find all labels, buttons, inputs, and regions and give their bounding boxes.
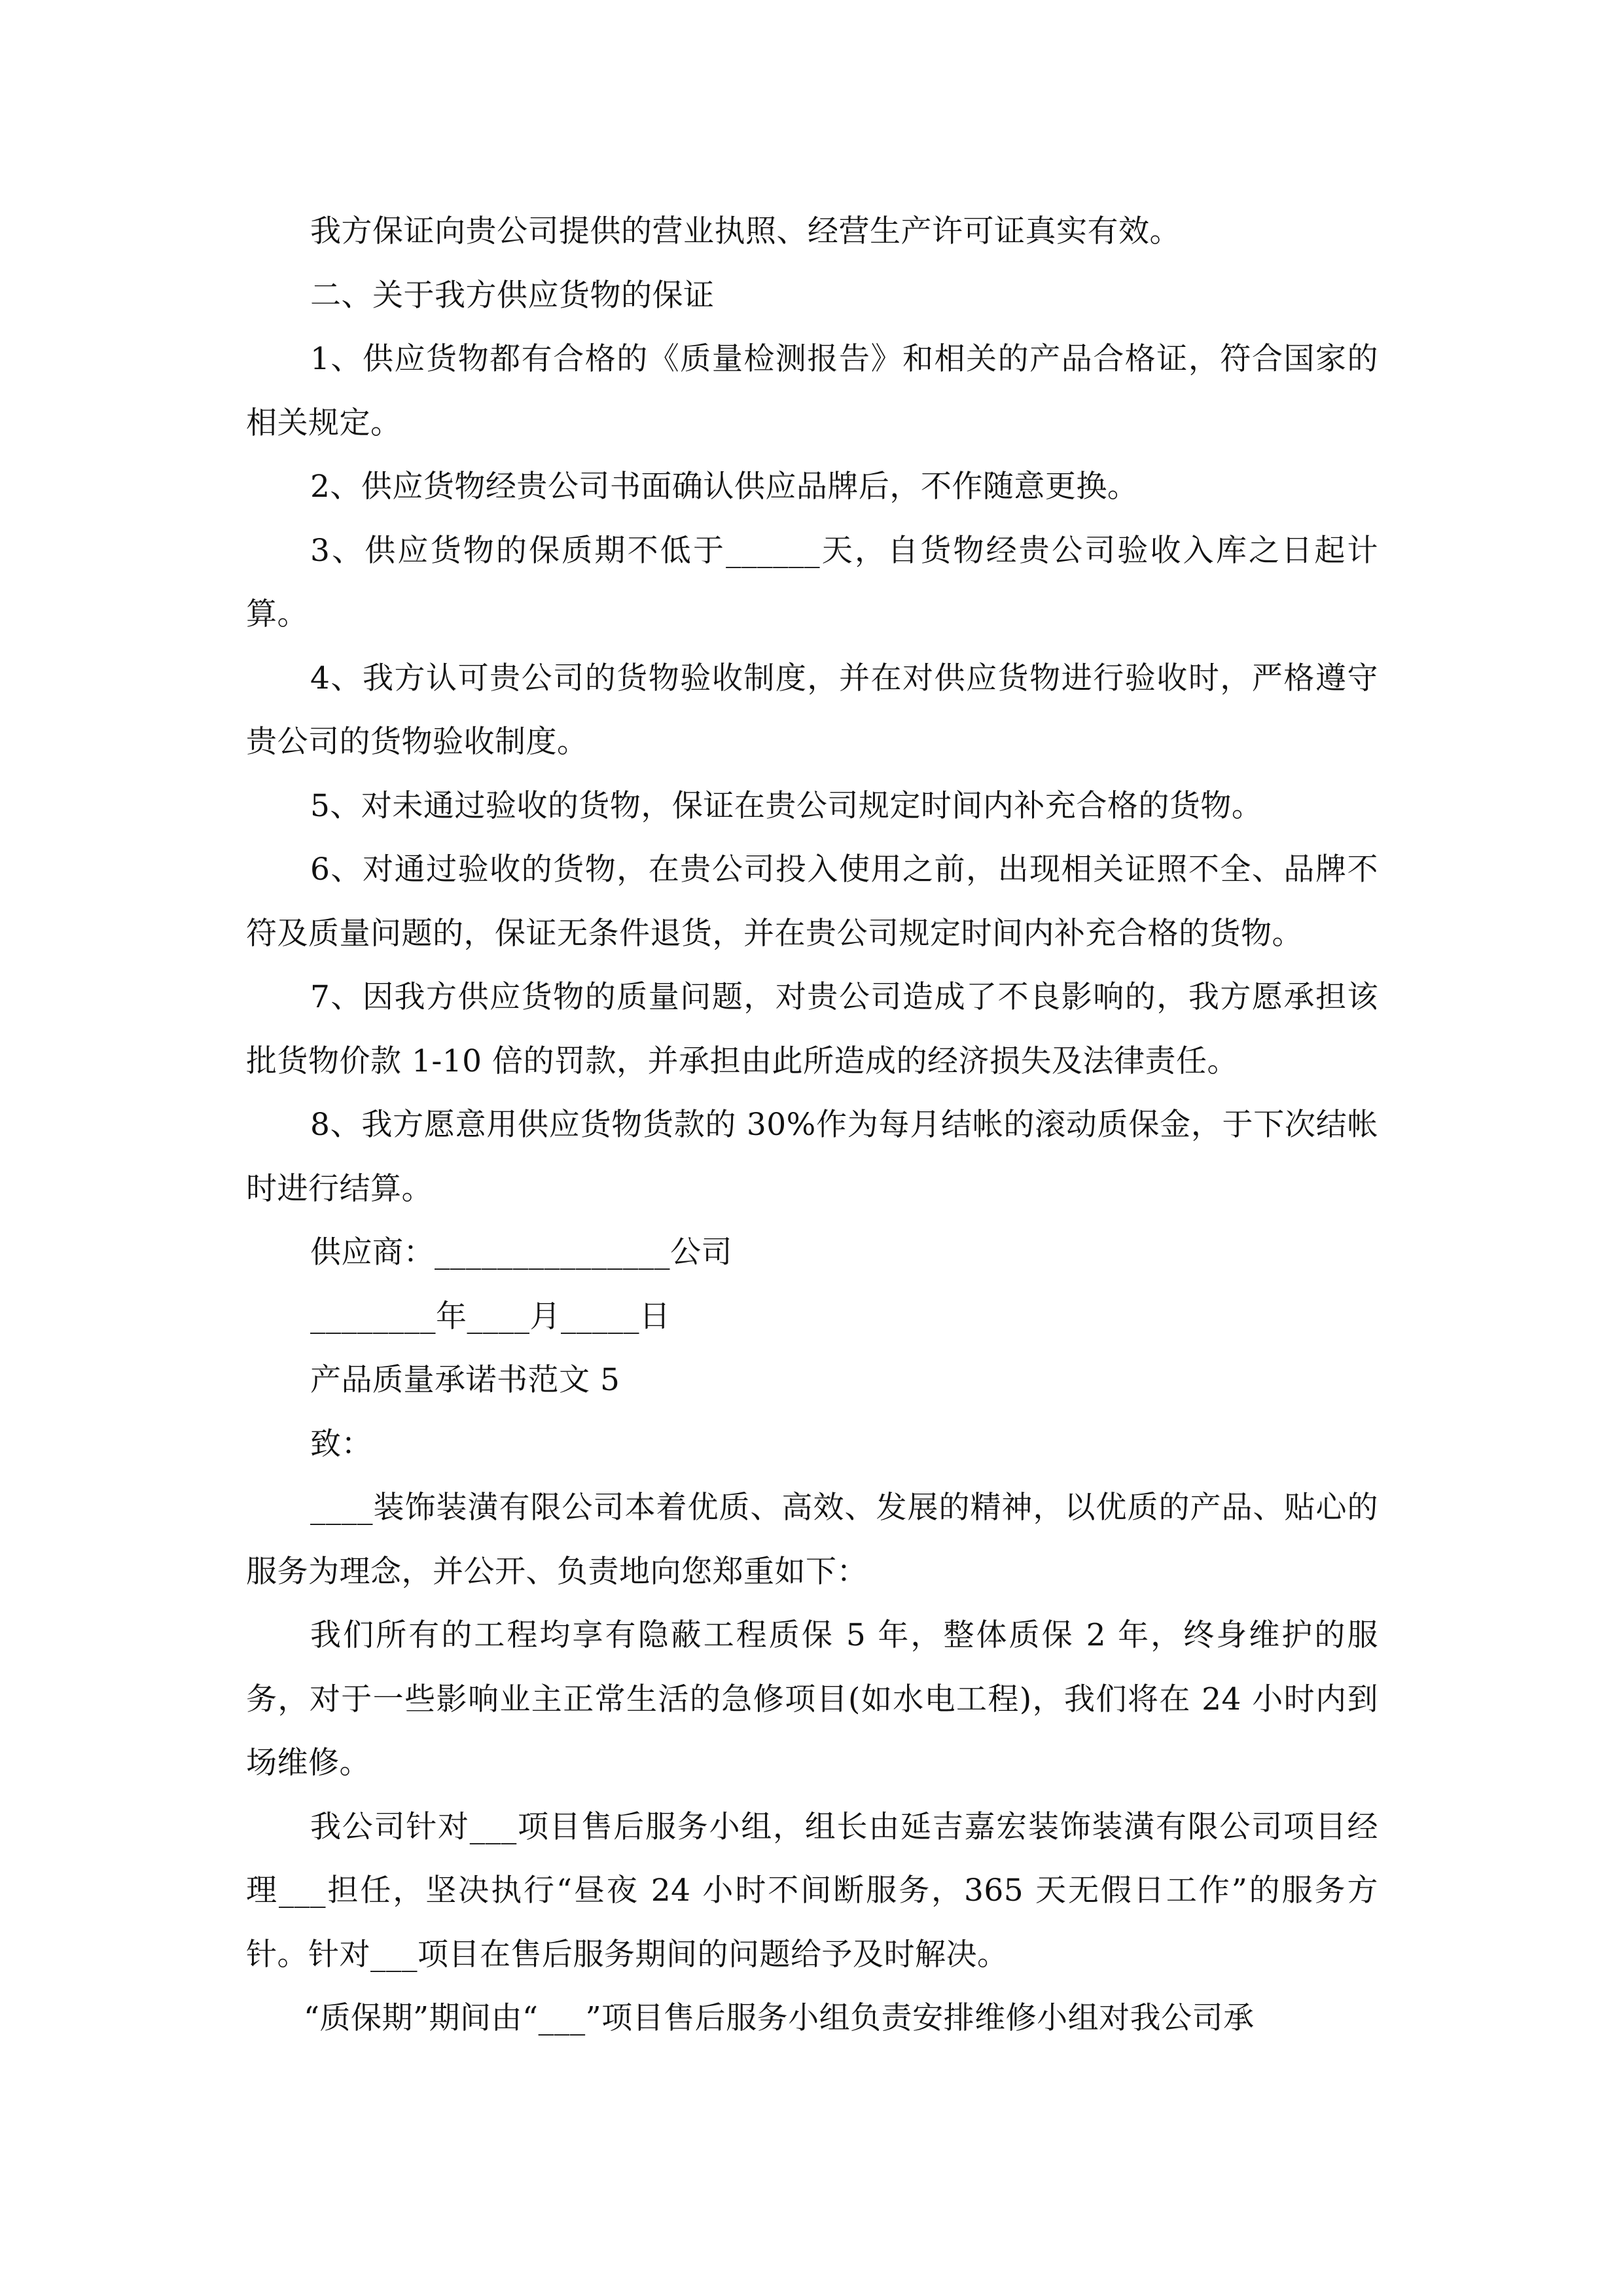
salutation: 致： [310, 1426, 372, 1462]
paragraph-clause-7: 7、因我方供应货物的质量问题，对贵公司造成了不良影响的，我方愿承担该批货物价款 1-10 倍的罚款，并承担由此所造成的经济损失及法律责任。 [246, 979, 1378, 1079]
paragraph-clause-2: 2、供应货物经贵公司书面确认供应品牌后，不作随意更换。 [310, 469, 1139, 505]
paragraph-clause-1: 1、供应货物都有合格的《质量检测报告》和相关的产品合格证，符合国家的相关规定。 [246, 341, 1378, 441]
supplier-signature-line: 供应商：_______________公司 [310, 1234, 732, 1270]
paragraph-clause-5: 5、对未通过验收的货物，保证在贵公司规定时间内补充合格的货物。 [310, 787, 1263, 824]
date-line: ________年____月_____日 [310, 1298, 671, 1335]
section-heading-goods-guarantee: 二、关于我方供应货物的保证 [310, 277, 715, 314]
paragraph-warranty-terms: 我们所有的工程均享有隐蔽工程质保 5 年，整体质保 2 年，终身维护的服务，对于一些影响业主正常生活的急修项目(如水电工程)，我们将在 24 小时内到场维修。 [246, 1617, 1378, 1781]
paragraph-clause-8: 8、我方愿意用供应货物货款的 30%作为每月结帐的滚动质保金，于下次结帐时进行结算。 [246, 1107, 1378, 1207]
sample-title: 产品质量承诺书范文 5 [310, 1362, 620, 1398]
paragraph-company-intro: ____装饰装潢有限公司本着优质、高效、发展的精神，以优质的产品、贴心的服务为理念，并公开、负责地向您郑重如下： [246, 1490, 1378, 1590]
paragraph-warranty-period: “质保期”期间由“___”项目售后服务小组负责安排维修小组对我公司承 [304, 2000, 1255, 2036]
paragraph-clause-3: 3、供应货物的保质期不低于______天，自货物经贵公司验收入库之日起计算。 [246, 532, 1378, 632]
paragraph-clause-4: 4、我方认可贵公司的货物验收制度，并在对供应货物进行验收时，严格遵守贵公司的货物验收制度。 [246, 660, 1378, 760]
paragraph-service-team: 我公司针对___项目售后服务小组，组长由延吉嘉宏装饰装潢有限公司项目经理___担任，坚决执行“昼夜 24 小时不间断服务，365 天无假日工作”的服务方针。针对___项目在售后服务期间的问题给予及时解决。 [246, 1808, 1378, 1973]
document-body [246, 200, 1378, 2051]
paragraph-clause-6: 6、对通过验收的货物，在贵公司投入使用之前，出现相关证照不全、品牌不符及质量问题的，保证无条件退货，并在贵公司规定时间内补充合格的货物。 [246, 852, 1378, 952]
paragraph-license-guarantee: 我方保证向贵公司提供的营业执照、经营生产许可证真实有效。 [310, 213, 1181, 249]
